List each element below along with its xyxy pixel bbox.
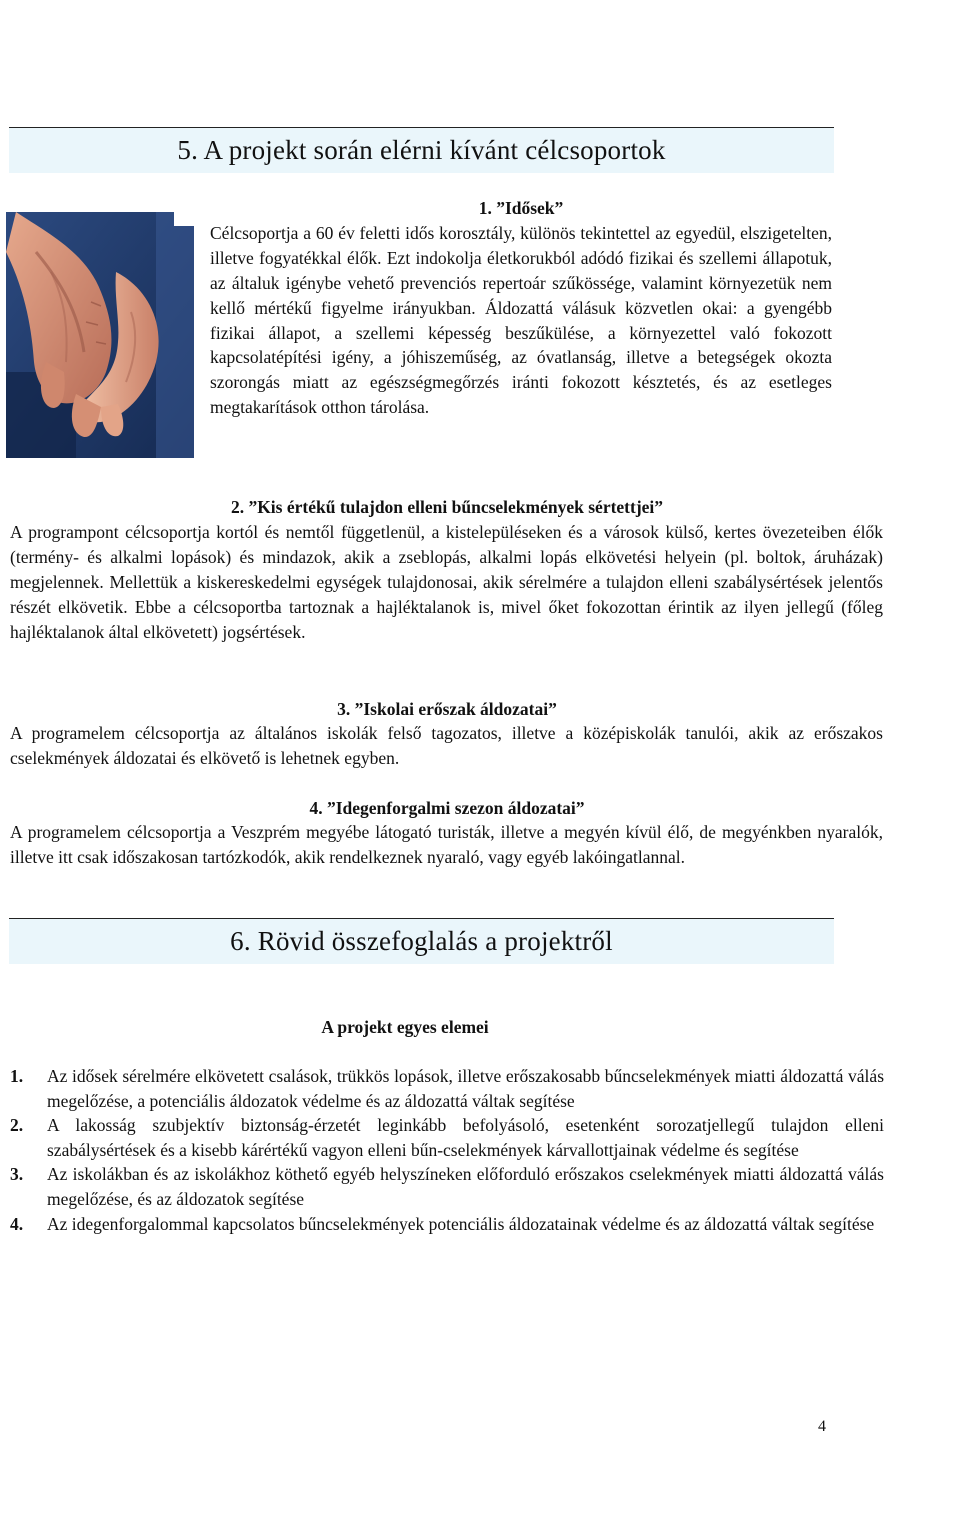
list-item-text: Az idősek sérelmére elkövetett csalások, trükkös lopások, illetve erőszakosabb bűncselekmények miatti áldozattá válás megelőzése, a potenciális áldozatok védelme és az áldozattá váltak segítése <box>47 1066 884 1111</box>
group-property-crime-text: A programpont célcsoportja kortól és nemtől függetlenül, a kistelepüléseken és a városok külső, kertes övezeteiben élők (termény- és alkalmi lopások) és mindazok, akik a zseblopás, alkalmi lopás elkövetési helyein (pl. boltok, áruházak) megjelennek. Mellettük a kiskereskedelmi egységek tulajdonosai, akik sérelmére a tulajdon elleni szabálysértések jelentős részét elkövetik. Ebbe a célcsoportba tartoznak a hajléktalanok is, mivel őket fokozottan érintik az ilyen jellegű (főleg hajléktalanok által elkövetett) jogsértések. <box>10 522 883 642</box>
list-item-number: 1. <box>10 1066 24 1086</box>
list-item-number: 3. <box>10 1164 24 1185</box>
list-item <box>10 1064 884 1113</box>
elderly-hands-photo <box>6 212 194 458</box>
project-elements-list <box>10 1064 884 1236</box>
group-elderly <box>210 196 832 420</box>
list-item-text: A lakosság szubjektív biztonság-érzetét leginkább befolyásoló, esetenként sorozatjellegű tulajdon elleni szabálysértések és a kisebb kárértékű vagyon elleni bűn-cselekmények kárvallottjainak védelme és segítése <box>47 1115 884 1160</box>
project-elements-subheading: A projekt egyes elemei <box>321 1017 489 1037</box>
section-5-heading-bar <box>9 127 834 173</box>
section-5-title: 5. A projekt során elérni kívánt célcsoportok <box>177 135 666 165</box>
elderly-hands-illustration <box>6 212 194 458</box>
group-property-crime-title: 2. ”Kis értékű tulajdon elleni bűncselekmények sértettjei” <box>230 497 664 517</box>
group-school-violence-text: A programelem célcsoportja az általános iskolák felső tagozatos, illetve a középiskolák tanulói, akik az erőszakos cselekmények áldozatai és elkövető is lehetnek egyben. <box>10 723 883 768</box>
page-number: 4 <box>818 1418 826 1435</box>
list-item <box>10 1113 884 1162</box>
section-6-title: 6. Rövid összefoglalás a projektről <box>230 926 613 956</box>
group-tourist-season-text: A programelem célcsoportja a Veszprém megyébe látogató turisták, illetve a megyén kívül élő, de megyénkben nyaralók, illetve itt csak időszakosan tartózkodók, akik rendelkeznek nyaraló, vagy egyéb lakóingatlannal. <box>10 822 883 867</box>
group-elderly-text: Célcsoportja a 60 év feletti idős korosztály, különös tekintettel az egyedül, elszigetelten, illetve fogyatékkal élők. Ezt indokolja életkorukból adódó fizikai és szellemi állapotuk, az általuk igénybe vehető prevenciós repertoár szűkössége, valamint környezetük nem kellő mértékű figyelme irányukban. Áldozattá válásuk közvetlen okai: a gyengébb fizikai állapot, a szellemi képesség beszűkülése, a környezettel való fokozott kapcsolatépítési igény, a jóhiszeműség, az óvatlanság, illetve a betegségek okozta szorongás miatt az egészségmegőrzés iránti fokozott késztetés, és az esetleges megtakarítások otthon tárolása. <box>210 222 832 418</box>
list-item-number: 2. <box>10 1115 24 1136</box>
group-elderly-title: 1. ”Idősek” <box>478 198 564 218</box>
list-item-text: Az idegenforgalommal kapcsolatos bűncselekmények potenciális áldozatainak védelme és az áldozattá váltak segítése <box>47 1213 875 1234</box>
group-tourist-season-title: 4. ”Idegenforgalmi szezon áldozatai” <box>309 798 585 818</box>
group-school-violence-title: 3. ”Iskolai erőszak áldozatai” <box>337 699 557 719</box>
list-item <box>10 1212 884 1237</box>
section-6-heading-bar <box>9 918 834 964</box>
list-item <box>10 1162 884 1211</box>
list-item-text: Az iskolákban és az iskolákhoz köthető egyéb helyszíneken előforduló erőszakos cselekmények miatti áldozattá válás megelőzése, és az áldozatok segítése <box>47 1164 884 1209</box>
list-item-number: 4. <box>10 1213 24 1234</box>
